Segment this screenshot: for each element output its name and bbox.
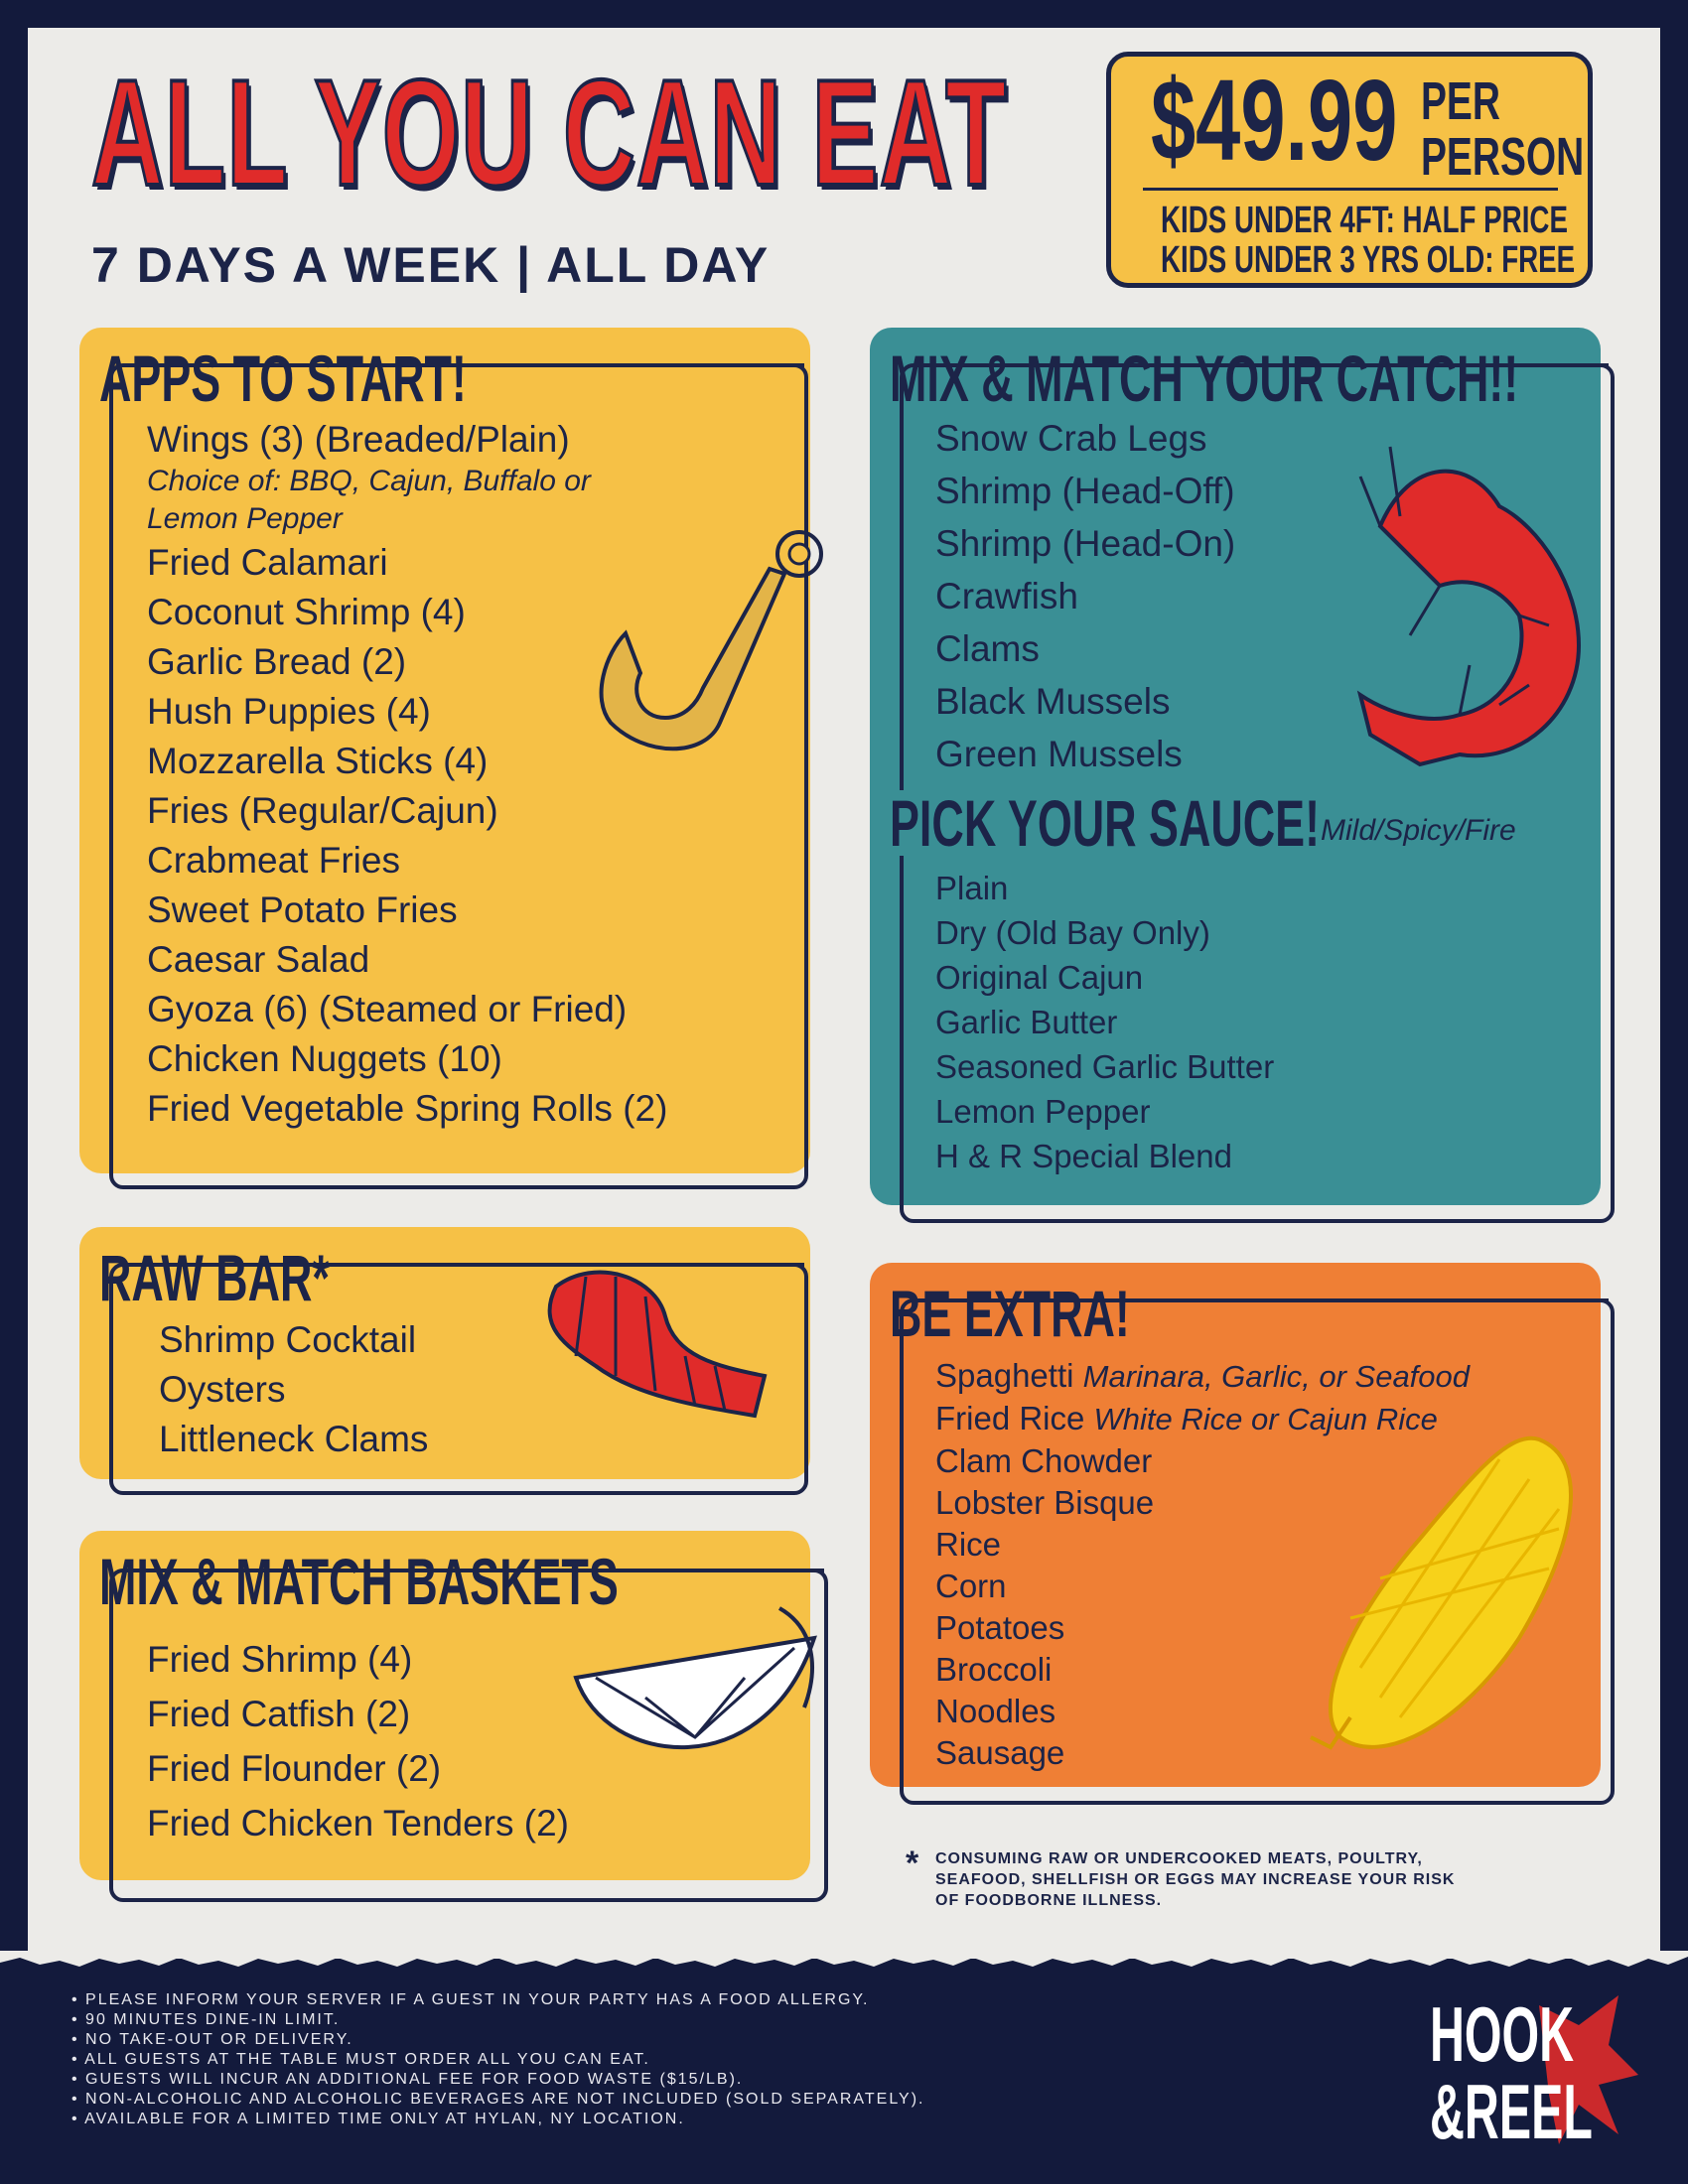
basket-item: Fried Flounder (2) [147, 1748, 442, 1789]
sauce-list [935, 866, 1274, 1178]
raw-bar-item: Littleneck Clams [159, 1419, 429, 1459]
apps-item: Hush Puppies (4) [147, 691, 431, 732]
logo-hook: HOOK [1430, 1990, 1575, 2078]
price-per-line1: PER [1421, 71, 1500, 131]
extra-header-line [1152, 1298, 1609, 1302]
kids-free: KIDS UNDER 3 YRS OLD: FREE [1161, 239, 1576, 281]
apps-item-wings: Wings (3) (Breaded/Plain) [147, 419, 570, 460]
raw-bar-list [159, 1315, 428, 1464]
catch-list [935, 412, 1235, 780]
extra-item: Broccoli [935, 1651, 1053, 1688]
baskets-list [147, 1632, 569, 1850]
hook-reel-logo [1430, 1985, 1648, 2164]
basket-item: Fried Chicken Tenders (2) [147, 1803, 569, 1843]
price-divider [1143, 188, 1558, 191]
apps-item: Sweet Potato Fries [147, 889, 458, 930]
sauce-item: H & R Special Blend [935, 1138, 1232, 1174]
footer-note: • AVAILABLE FOR A LIMITED TIME ONLY AT HYLAN, NY LOCATION. [71, 2111, 685, 2127]
catch-item: Green Mussels [935, 734, 1183, 774]
catch-item: Shrimp (Head-On) [935, 523, 1236, 564]
raw-bar-item: Shrimp Cocktail [159, 1319, 417, 1360]
price-amount: $49.99 [1151, 56, 1398, 185]
lemon-slice-icon [566, 1598, 824, 1787]
catch-item: Black Mussels [935, 681, 1171, 722]
footer-note: • ALL GUESTS AT THE TABLE MUST ORDER ALL YOU CAN EAT. [71, 2051, 650, 2068]
catch-item: Crawfish [935, 576, 1078, 616]
catch-item: Clams [935, 628, 1040, 669]
fish-hook-icon [586, 524, 844, 772]
warning-asterisk: * [906, 1844, 919, 1882]
extra-item: Corn [935, 1568, 1007, 1604]
sauce-item: Dry (Old Bay Only) [935, 914, 1210, 951]
catch-item: Snow Crab Legs [935, 418, 1207, 459]
footer-note: • GUESTS WILL INCUR AN ADDITIONAL FEE FOR FOOD WASTE ($15/LB). [71, 2071, 744, 2088]
extra-item: Rice [935, 1526, 1002, 1563]
warning-text [935, 1848, 1455, 1911]
apps-wings-note-2: Lemon Pepper [147, 502, 343, 535]
apps-header-line [487, 363, 804, 367]
basket-item: Fried Catfish (2) [147, 1694, 411, 1734]
extra-spaghetti-note: Marinara, Garlic, or Seafood [1082, 1359, 1471, 1394]
apps-item: Fried Vegetable Spring Rolls (2) [147, 1088, 668, 1129]
page-title: ALL YOU CAN EAT [91, 49, 1008, 217]
shrimp-tail-icon [516, 1247, 784, 1426]
extra-item: Noodles [935, 1693, 1056, 1729]
raw-bar-item: Oysters [159, 1369, 286, 1410]
kids-half-price: KIDS UNDER 4FT: HALF PRICE [1161, 200, 1568, 241]
apps-item: Caesar Salad [147, 939, 370, 980]
apps-item: Crabmeat Fries [147, 840, 400, 881]
apps-item: Fries (Regular/Cajun) [147, 790, 498, 831]
footer-note: • NO TAKE-OUT OR DELIVERY. [71, 2031, 353, 2048]
warning-line-1: CONSUMING RAW OR UNDERCOOKED MEATS, POULTRY, [935, 1850, 1423, 1867]
sauce-item: Plain [935, 870, 1009, 906]
sauce-item: Lemon Pepper [935, 1093, 1151, 1130]
extra-title: BE EXTRA! [890, 1277, 1130, 1350]
extra-item: Lobster Bisque [935, 1484, 1155, 1521]
page-subtitle: 7 DAYS A WEEK | ALL DAY [91, 237, 771, 293]
sauce-heat-note: Mild/Spicy/Fire [1321, 814, 1516, 847]
basket-item: Fried Shrimp (4) [147, 1639, 413, 1680]
apps-title: APPS TO START! [99, 341, 467, 415]
catch-title: MIX & MATCH YOUR CATCH!! [890, 341, 1519, 415]
extra-rice-note: White Rice or Cajun Rice [1093, 1402, 1438, 1436]
sauce-item: Garlic Butter [935, 1004, 1118, 1040]
warning-line-2: SEAFOOD, SHELLFISH OR EGGS MAY INCREASE YOUR RISK [935, 1871, 1456, 1888]
corn-icon [1291, 1420, 1599, 1767]
raw-bar-title: RAW BAR* [99, 1241, 330, 1314]
extra-item: Sausage [935, 1734, 1065, 1771]
footer-note: • PLEASE INFORM YOUR SERVER IF A GUEST IN YOUR PARTY HAS A FOOD ALLERGY. [71, 1991, 870, 2008]
shrimp-icon [1350, 437, 1618, 794]
sauce-item: Original Cajun [935, 959, 1144, 996]
footer-notes [71, 1990, 924, 2129]
catch-item: Shrimp (Head-Off) [935, 471, 1235, 511]
sauce-item: Seasoned Garlic Butter [935, 1048, 1275, 1085]
sauce-title: PICK YOUR SAUCE! [890, 786, 1321, 860]
extra-fried-rice: Fried Rice [935, 1400, 1085, 1436]
price-per-line2: PERSON [1421, 127, 1585, 187]
apps-item: Fried Calamari [147, 542, 388, 583]
extra-item: Clam Chowder [935, 1442, 1153, 1479]
apps-item: Garlic Bread (2) [147, 641, 407, 682]
baskets-title: MIX & MATCH BASKETS [99, 1545, 619, 1618]
footer-note: • 90 MINUTES DINE-IN LIMIT. [71, 2011, 341, 2028]
extra-item: Potatoes [935, 1609, 1065, 1646]
catch-header-line [1529, 363, 1609, 367]
apps-item: Mozzarella Sticks (4) [147, 741, 489, 781]
warning-line-3: OF FOODBORNE ILLNESS. [935, 1892, 1163, 1909]
logo-reel: &REEL [1430, 2068, 1593, 2155]
extra-spaghetti: Spaghetti [935, 1357, 1074, 1394]
footer-note: • NON-ALCOHOLIC AND ALCOHOLIC BEVERAGES ARE NOT INCLUDED (SOLD SEPARATELY). [71, 2091, 925, 2108]
apps-wings-note-1: Choice of: BBQ, Cajun, Buffalo or [147, 465, 591, 497]
apps-item: Gyoza (6) (Steamed or Fried) [147, 989, 628, 1029]
price-box [1106, 52, 1593, 288]
baskets-header-line [635, 1569, 824, 1572]
apps-item: Chicken Nuggets (10) [147, 1038, 502, 1079]
apps-item: Coconut Shrimp (4) [147, 592, 466, 632]
torn-paper-edge [0, 1951, 1688, 1975]
